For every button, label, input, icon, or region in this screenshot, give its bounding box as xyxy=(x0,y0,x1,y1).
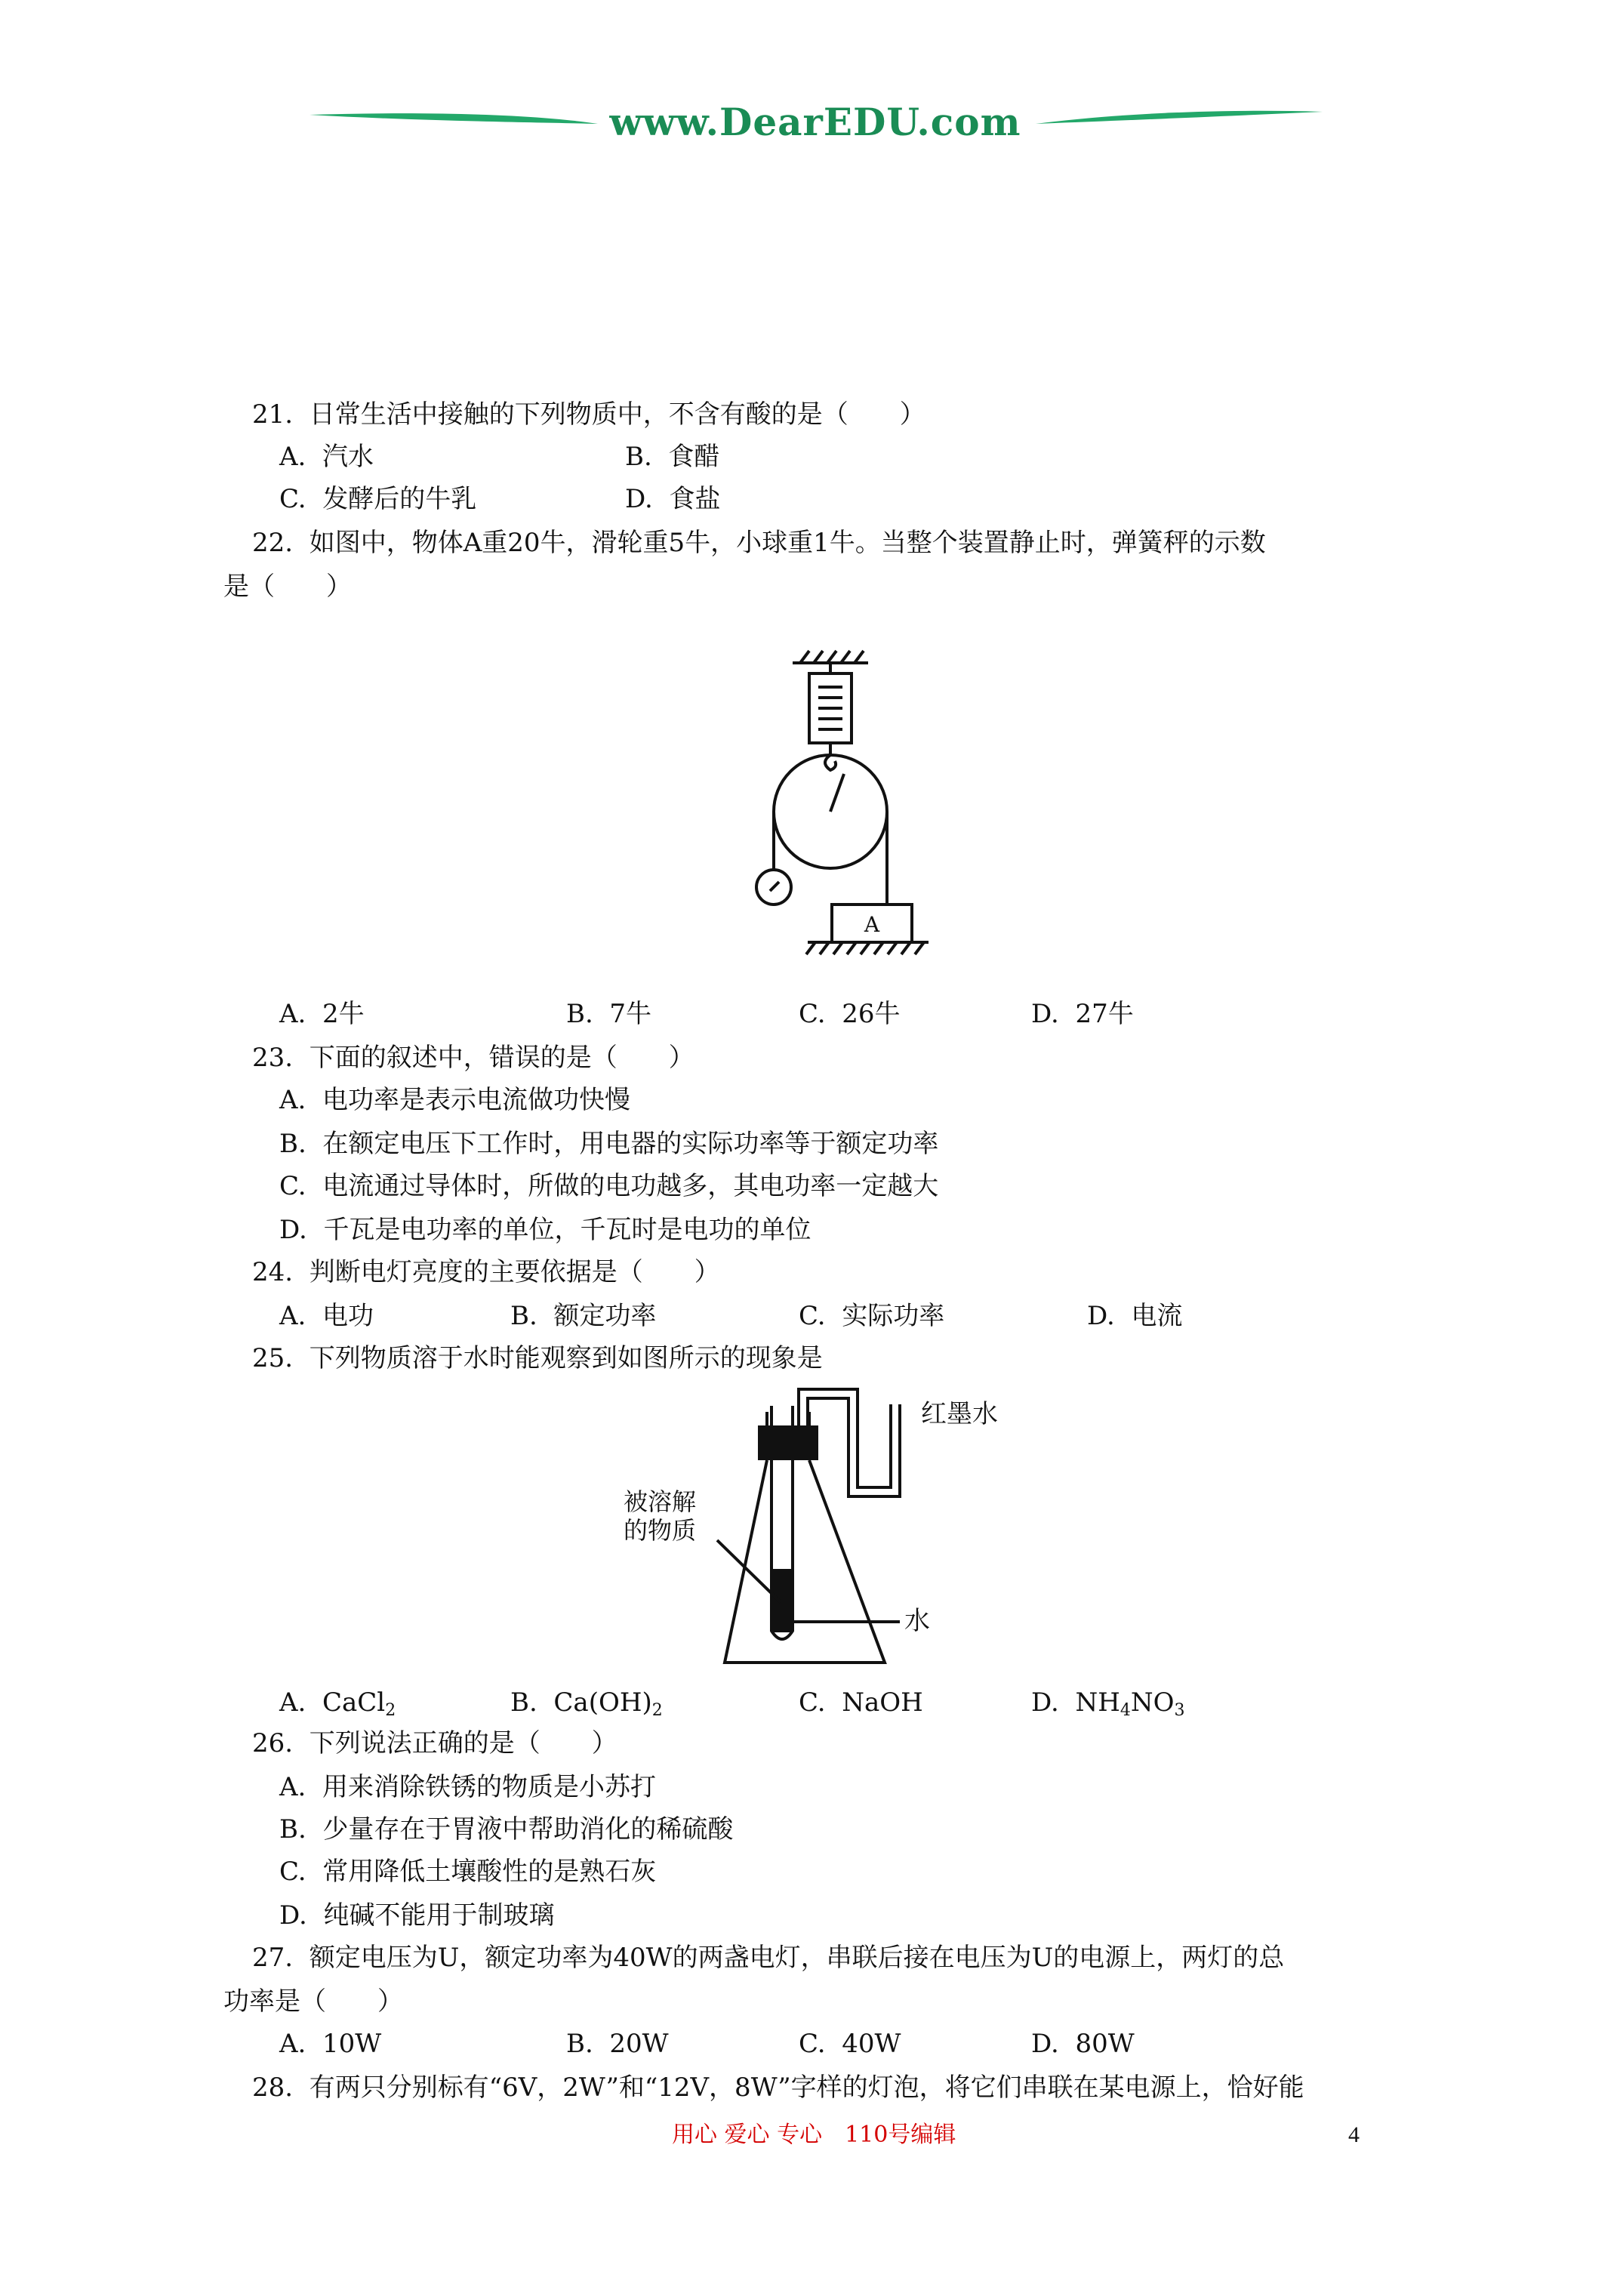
question-stem: 判断电灯亮度的主要依据是（ ） xyxy=(309,1257,720,1287)
question-number: 24. xyxy=(252,1257,294,1287)
label-dissolved-substance-2: 的物质 xyxy=(624,1516,697,1545)
option-26-c: C. 常用降低土壤酸性的是熟石灰 xyxy=(279,1857,657,1887)
footer-editor: 用心 爱心 专心 110号编辑 xyxy=(672,2122,956,2148)
question-number: 28. xyxy=(252,2073,294,2103)
label-dissolved-substance: 被溶解 xyxy=(624,1487,697,1516)
question-27-cont: 功率是（ ） xyxy=(223,1986,403,2017)
label-red-ink: 红墨水 xyxy=(921,1399,998,1429)
question-stem: 额定电压为U，额定功率为40W的两盏电灯，串联后接在电压为U的电源上，两灯的总 xyxy=(309,1943,1285,1973)
question-stem: 下列说法正确的是（ ） xyxy=(309,1728,617,1758)
option-23-d: D. 千瓦是电功率的单位，千瓦时是电功的单位 xyxy=(279,1215,812,1245)
option-24-b: B. 额定功率 xyxy=(510,1301,657,1331)
question-stem: 下列物质溶于水时能观察到如图所示的现象是 xyxy=(309,1343,823,1373)
option-21-b: B. 食醋 xyxy=(625,442,720,472)
question-23 xyxy=(252,1039,694,1077)
option-21-d: D. 食盐 xyxy=(625,484,721,514)
question-number: 27. xyxy=(252,1943,294,1973)
question-number: 23. xyxy=(252,1043,294,1073)
option-23-a: A. 电功率是表示电流做功快慢 xyxy=(279,1085,630,1115)
option-24-d: D. 电流 xyxy=(1087,1301,1183,1331)
question-24 xyxy=(252,1253,720,1291)
block-label: A xyxy=(864,912,880,937)
flask-diagram xyxy=(619,1382,1012,1676)
question-27 xyxy=(252,1939,1284,1977)
option-26-a: A. 用来消除铁锈的物质是小苏打 xyxy=(279,1772,656,1802)
option-25-b: B. $Ca(OH)_2$ xyxy=(510,1687,663,1720)
option-23-b: B. 在额定电压下工作时，用电器的实际功率等于额定功率 xyxy=(279,1129,939,1159)
option-27-d: D. 80W xyxy=(1031,2029,1135,2059)
question-stem: 有两只分别标有“6V，2W”和“12V，8W”字样的灯泡，将它们串联在某电源上，恰好能 xyxy=(309,2073,1304,2103)
option-26-b: B. 少量存在于胃液中帮助消化的稀硫酸 xyxy=(279,1814,734,1845)
question-stem: 如图中，物体A重20牛，滑轮重5牛，小球重1牛。当整个装置静止时，弹簧秤的示数 xyxy=(309,528,1266,558)
question-28 xyxy=(252,2069,1304,2106)
page-number: 4 xyxy=(1348,2122,1360,2147)
option-22-c: C. 26牛 xyxy=(799,999,901,1029)
option-23-c: C. 电流通过导体时，所做的电功越多，其电功率一定越大 xyxy=(279,1171,939,1201)
option-24-a: A. 电功 xyxy=(279,1301,374,1331)
site-header xyxy=(302,95,1329,148)
option-27-c: C. 40W xyxy=(799,2029,901,2059)
question-21 xyxy=(252,396,925,433)
question-number: 25. xyxy=(252,1343,294,1373)
option-22-d: D. 27牛 xyxy=(1031,999,1134,1029)
option-27-b: B. 20W xyxy=(566,2029,669,2059)
question-number: 26. xyxy=(252,1728,294,1758)
question-number: 22. xyxy=(252,528,294,558)
question-25 xyxy=(252,1339,823,1377)
option-21-a: A. 汽水 xyxy=(279,442,374,472)
question-22-cont: 是（ ） xyxy=(223,572,352,602)
question-26 xyxy=(252,1724,617,1762)
option-22-a: A. 2牛 xyxy=(279,999,365,1029)
option-24-c: C. 实际功率 xyxy=(799,1301,945,1331)
question-stem: 日常生活中接触的下列物质中，不含有酸的是（ ） xyxy=(309,399,925,430)
question-number: 21. xyxy=(252,399,294,430)
pulley-diagram xyxy=(740,642,936,974)
site-url: www.DearEDU.com xyxy=(609,100,1021,144)
option-25-d: D. $NH_4NO_3$ xyxy=(1031,1687,1185,1720)
option-26-d: D. 纯碱不能用于制玻璃 xyxy=(279,1900,555,1931)
question-stem: 下面的叙述中，错误的是（ ） xyxy=(309,1043,694,1073)
question-22 xyxy=(252,524,1266,562)
label-water: 水 xyxy=(904,1606,930,1636)
option-25-c: C. NaOH xyxy=(799,1687,923,1718)
option-25-a: A. CaCl$_2$ xyxy=(279,1687,396,1720)
option-27-a: A. 10W xyxy=(279,2029,382,2059)
option-21-c: C. 发酵后的牛乳 xyxy=(279,484,477,514)
option-22-b: B. 7牛 xyxy=(566,999,652,1029)
